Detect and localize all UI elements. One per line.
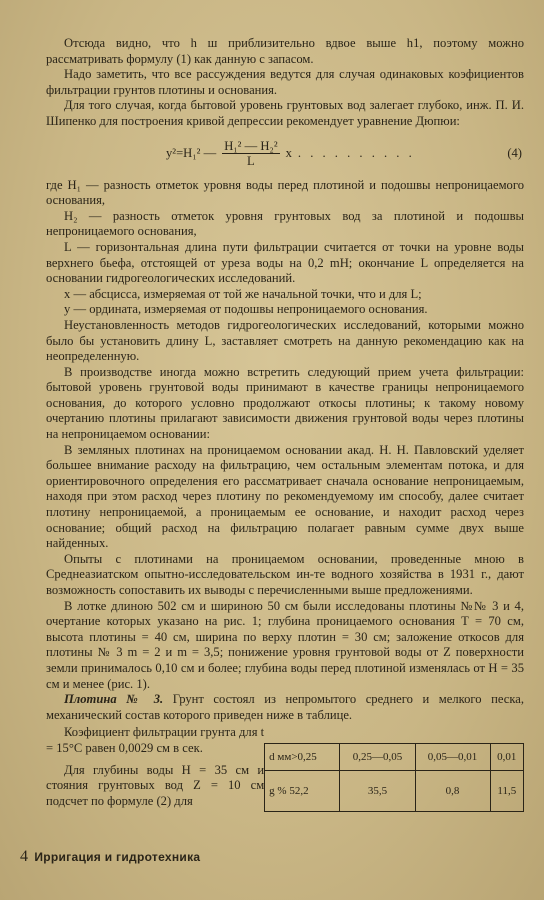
table-row: [265, 744, 524, 771]
formula-left: y²=H₁² —: [166, 145, 217, 160]
table-cell: 11,5: [490, 771, 523, 812]
formula-x: x: [285, 145, 292, 160]
table-cell: 0,01: [490, 744, 523, 771]
paragraph: Отсюда видно, что h ш приблизительно вдвое выше h1, поэтому можно рассматривать формулу (1) как данную с запасом.: [46, 36, 524, 66]
paragraph: Неустановленность методов гидрогеологических исследований, которыми можно было бы установить длину L, заставляет смотреть на данную рекомендацию как на неопределенную.: [46, 317, 524, 364]
formula-number: (4): [507, 145, 522, 160]
dam3-title: Плотина № 3.: [64, 692, 164, 707]
dam3-paragraph: [46, 692, 524, 723]
paragraph: Надо заметить, что все рассуждения ведутся для случая одинаковых коэфициентов фильтрации грунтов плотины и основания.: [46, 67, 524, 97]
grain-size-table: [264, 743, 524, 812]
definition: x — абсцисса, измеряемая от той же начальной точки, что и для L;: [64, 286, 422, 301]
definition: где H₁ — разность отметок уровня воды перед плотиной и подошвы непроницаемого основания,: [46, 177, 524, 208]
bottom-block: [46, 725, 524, 812]
main-text: [46, 36, 524, 723]
dam3-text: Грунт состоял из непромытого среднего и мелкого песка, механический состав которого приведен ниже в таблице.: [46, 692, 525, 722]
paragraph: В производстве иногда можно встретить следующий прием учета фильтрации: бытовой уровень грунтовой воды принимают в качестве границы непроницаемого основания, до которого условно продолжают откосы плотины; к такому новому очертанию плотины прилагают зависимости движения грунтовой воды через плотины на непроницаемом основании:: [46, 364, 524, 442]
paragraph: В земляных плотинах на проницаемом основании акад. Н. Н. Павловский уделяет большее внимание расходу на фильтрацию, чем остальным элементам потока, и для ориентировочного определения его рассматривает сначала основание непроницаемым, находя при этом расход через плотину по рекомендуемому им способу, далее считает плотину непроницаемой, а проницаемым ее основание, и находит расход через основание; общий расход на фильтрацию полагает равным сумме двух выше найденных.: [46, 442, 524, 551]
definition: L — горизонтальная длина пути фильтрации считается от точки на уровне воды верхнего бьефа, отстоящей от уреза воды на 0,2 mH; окончание L определяется на основании гидрогеологических исследований.: [46, 239, 524, 286]
formula-numerator: H₁² — H₂²: [224, 139, 278, 154]
table-cell: 0,05—0,01: [415, 744, 490, 771]
dupuit-formula: [46, 134, 524, 174]
paragraph: Опыты с плотинами на проницаемом основании, проведенные мною в Среднеазиатском опытно-исследовательском ин-те водного хозяйства в 1931 г., дают возможность сопоставить их выводы с перечисленными выше предложениями.: [46, 551, 524, 597]
left-column: [46, 725, 264, 812]
journal-name: Ирригация и гидротехника: [34, 850, 201, 864]
page-number: 4: [20, 848, 29, 865]
definition: H₂ — разность отметок уровня грунтовых вод за плотиной и подошвы непроницаемого основания,: [46, 208, 524, 239]
paragraph: Для глубины воды H = 35 см и стояния грунтовых вод Z = 10 см подсчет по формуле (2) для: [46, 762, 265, 808]
table-row: [265, 771, 524, 812]
table-cell: 0,8: [415, 771, 490, 812]
table-cell: d мм>0,25: [265, 744, 340, 771]
page-footer: [20, 848, 200, 866]
table-cell: g % 52,2: [265, 771, 340, 812]
formula-dots: . . . . . . . . . .: [297, 145, 415, 160]
paragraph: Для того случая, когда бытовой уровень грунтовых вод залегает глубоко, инж. П. И. Шипенко для построения кривой депрессии рекомендует уравнение Дюпюи:: [46, 98, 524, 128]
formula-fraction: [222, 139, 279, 168]
definition: y — ордината, измеряемая от подошвы непроницаемого основания.: [64, 302, 428, 317]
table-cell: 0,25—0,05: [340, 744, 415, 771]
paragraph: В лотке длиною 502 см и шириною 50 см были исследованы плотины №№ 3 и 4, очертание которых указано на рис. 1; глубина проницаемого основания T = 70 см, высота плотины = 40 см, ширина по верху плотин = 30 см; заложение откосов для плотины № 3 m = 2 и m = 3,5; понижение уровня грунтовой воды от Z поверхности земли принималось 0,10 см и более; глубина воды перед плотиной изменялась от H = 35 см и менее (рис. 1).: [46, 598, 524, 691]
paragraph: Коэфициент фильтрации грунта для t = 15°C равен 0,0029 см в сек.: [46, 725, 265, 755]
table-cell: 35,5: [340, 771, 415, 812]
formula-denominator: L: [247, 154, 255, 169]
